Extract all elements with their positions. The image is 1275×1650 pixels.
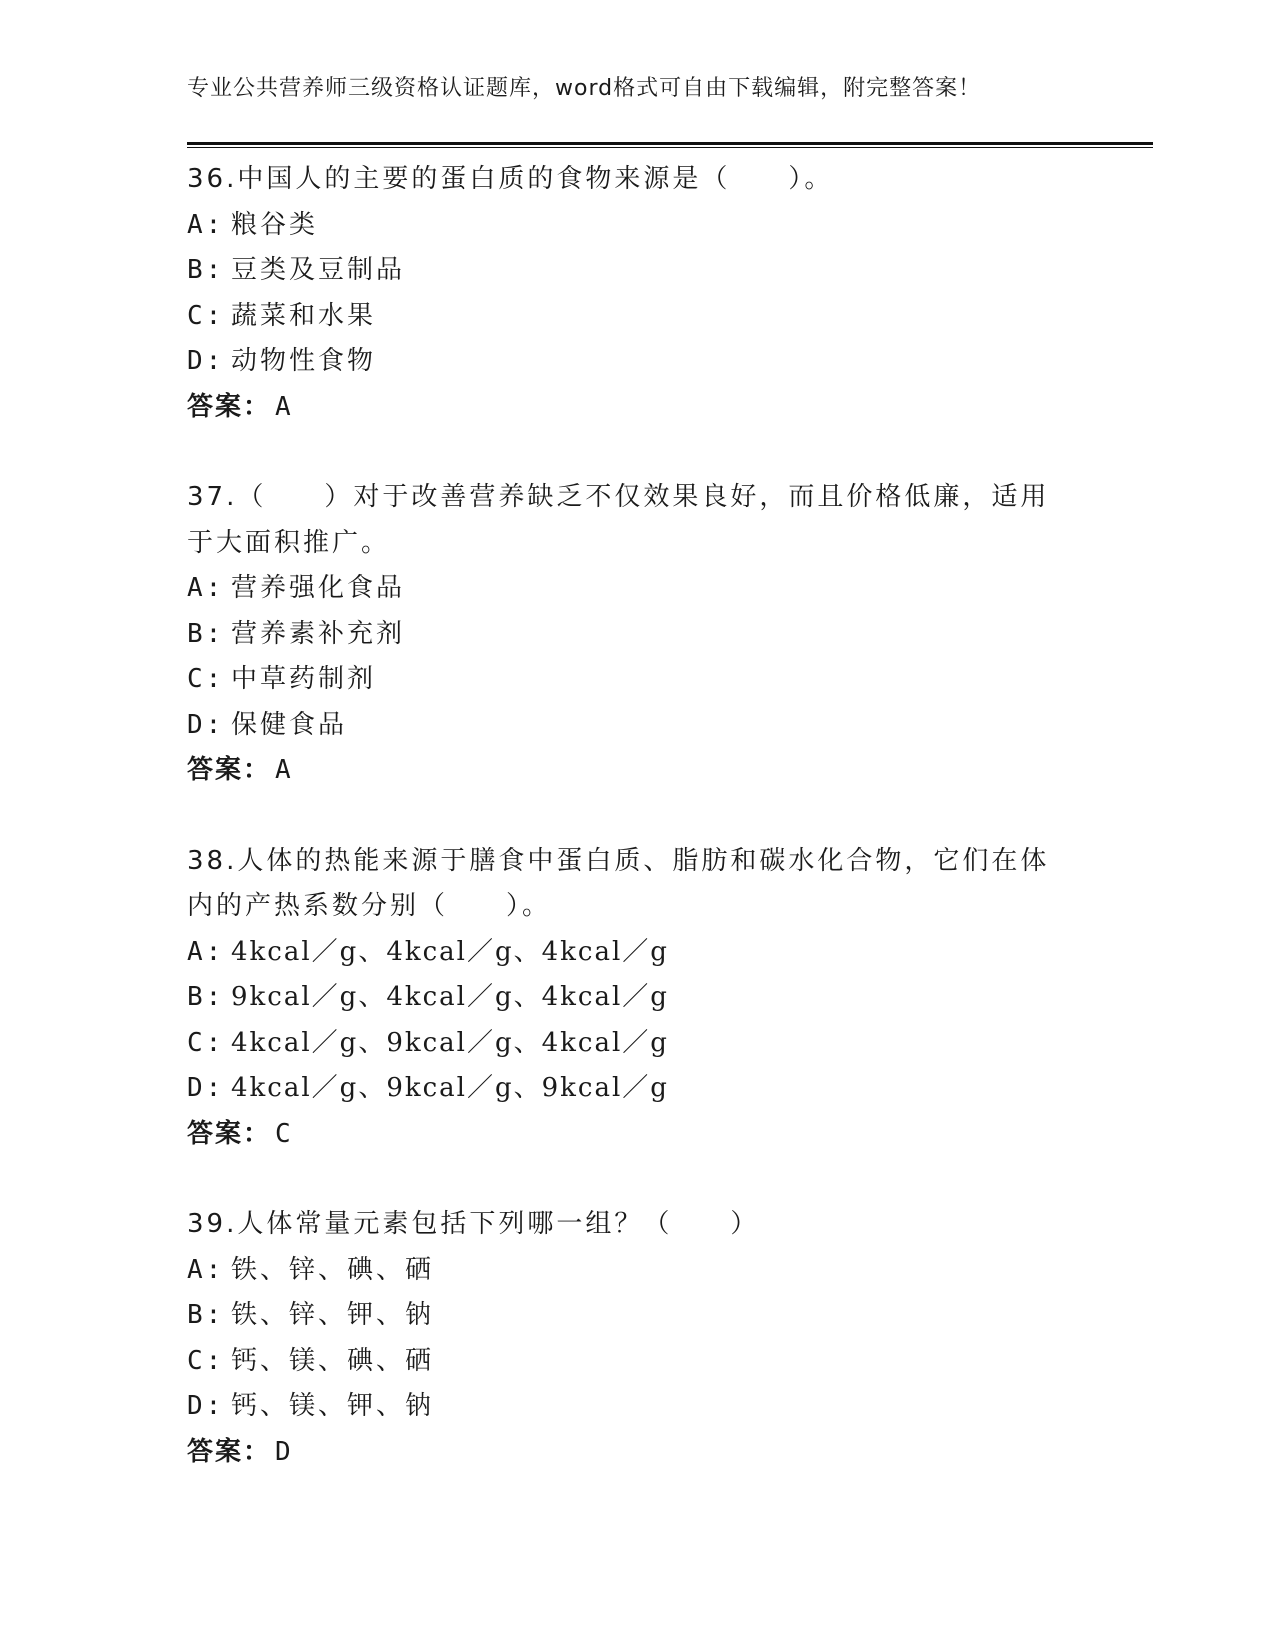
option-letter: A: [187,573,225,603]
option-a [187,566,1087,612]
option-b [187,248,1087,294]
option-text: 铁、锌、碘、硒 [231,1254,435,1285]
option-text: 保健食品 [231,709,348,740]
answer-value: A [275,755,294,785]
answer-line [187,385,1087,431]
option-a [187,930,1087,976]
option-a [187,203,1087,249]
question-list [187,157,1087,1520]
question-36 [187,157,1087,430]
question-37 [187,475,1087,794]
header-divider [187,142,1153,148]
option-letter: C: [187,1345,225,1376]
option-a [187,1248,1087,1294]
option-text: 粮谷类 [231,209,319,240]
option-letter: C: [187,1027,225,1058]
question-text: 37.（ ）对于改善营养缺乏不仅效果良好，而且价格低廉，适用于大面积推广。 [187,482,1050,558]
option-d [187,1384,1087,1430]
option-text: 铁、锌、钾、钠 [231,1300,435,1330]
option-letter: B: [187,618,225,649]
option-text: 动物性食物 [231,346,377,376]
answer-value: C [275,1118,294,1149]
answer-value: A [275,391,294,422]
answer-label: 答案： [187,755,272,785]
option-text: 钙、镁、钾、钠 [231,1391,435,1421]
answer-line [187,1112,1087,1158]
option-letter: C: [187,300,225,331]
option-c [187,294,1087,340]
question-text: 39.人体常量元素包括下列哪一组？（ ） [187,1209,760,1239]
option-letter: A: [187,936,225,967]
option-letter: D: [187,346,225,376]
question-text: 38.人体的热能来源于膳食中蛋白质、脂肪和碳水化合物，它们在体内的产热系数分别（ ）。 [187,845,1050,921]
answer-label: 答案： [187,1118,272,1149]
option-text: 营养素补充剂 [231,618,406,649]
option-b [187,612,1087,658]
option-letter: D: [187,1391,225,1421]
option-b [187,1293,1087,1339]
question-38 [187,839,1087,1158]
option-letter: A: [187,209,225,240]
answer-line [187,748,1087,794]
question-text: 36.中国人的主要的蛋白质的食物来源是（ ）。 [187,164,834,194]
option-text: 蔬菜和水果 [231,300,377,331]
option-letter: B: [187,255,225,285]
option-letter: B: [187,1300,225,1330]
option-d [187,703,1087,749]
page-header: 专业公共营养师三级资格认证题库，word格式可自由下载编辑，附完整答案！ [187,76,982,101]
option-letter: D: [187,1073,225,1103]
answer-label: 答案： [187,1436,272,1467]
option-b [187,975,1087,1021]
question-39 [187,1202,1087,1475]
option-letter: A: [187,1254,225,1285]
answer-value: D [275,1436,294,1467]
option-c [187,1339,1087,1385]
option-d [187,339,1087,385]
option-letter: B: [187,982,225,1012]
option-c [187,1021,1087,1067]
option-text: 9kcal／g、4kcal／g、4kcal／g [231,982,669,1012]
answer-label: 答案： [187,391,272,422]
option-text: 豆类及豆制品 [231,255,406,285]
option-text: 4kcal／g、9kcal／g、4kcal／g [231,1027,669,1058]
option-text: 钙、镁、碘、硒 [231,1345,435,1376]
option-c [187,657,1087,703]
option-text: 4kcal／g、4kcal／g、4kcal／g [231,936,669,967]
option-letter: C: [187,664,225,694]
option-text: 营养强化食品 [231,573,406,603]
option-letter: D: [187,709,225,740]
option-d [187,1066,1087,1112]
option-text: 4kcal／g、9kcal／g、9kcal／g [231,1073,669,1103]
answer-line [187,1430,1087,1476]
option-text: 中草药制剂 [231,664,377,694]
